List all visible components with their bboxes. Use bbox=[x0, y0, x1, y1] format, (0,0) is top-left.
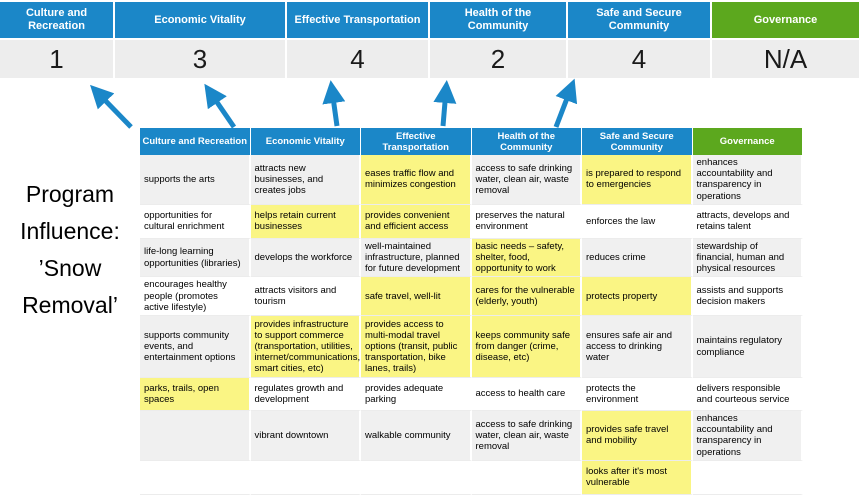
matrix-row bbox=[140, 378, 803, 411]
matrix-cell: provides convenient and efficient access bbox=[361, 205, 472, 239]
matrix-cell: stewardship of financial, human and physical resources bbox=[693, 239, 804, 278]
matrix-cell: opportunities for cultural enrichment bbox=[140, 205, 251, 239]
matrix-header-row bbox=[140, 128, 803, 155]
score-effective-transportation: 4 bbox=[287, 40, 430, 78]
matrix-cell: regulates growth and development bbox=[251, 378, 362, 411]
matrix-cell: encourages healthy people (promotes active lifestyle) bbox=[140, 277, 251, 316]
matrix-cell: attracts visitors and tourism bbox=[251, 277, 362, 316]
score-health-of-the-community: 2 bbox=[430, 40, 568, 78]
matrix-cell: access to safe drinking water, clean air, waste removal bbox=[472, 411, 583, 461]
matrix-cell: enhances accountability and transparency in operations bbox=[693, 411, 804, 461]
matrix-cell: helps retain current businesses bbox=[251, 205, 362, 239]
category-header-health-of-the-community: Health of the Community bbox=[430, 2, 568, 38]
matrix-row bbox=[140, 205, 803, 239]
matrix-column-header: Effective Transportation bbox=[361, 128, 472, 155]
category-header-culture-and-recreation: Culture and Recreation bbox=[0, 2, 115, 38]
matrix-cell: eases traffic flow and minimizes congestion bbox=[361, 155, 472, 205]
matrix-cell: attracts, develops and retains talent bbox=[693, 205, 804, 239]
matrix-cell: develops the workforce bbox=[251, 239, 362, 278]
matrix-column-header: Health of the Community bbox=[472, 128, 583, 155]
matrix-cell: basic needs – safety, shelter, food, opportunity to work bbox=[472, 239, 583, 278]
matrix-cell: protects property bbox=[582, 277, 693, 316]
matrix-row bbox=[140, 155, 803, 205]
matrix-cell: maintains regulatory compliance bbox=[693, 316, 804, 378]
matrix-cell: vibrant downtown bbox=[251, 411, 362, 461]
matrix-cell: keeps community safe from danger (crime, disease, etc) bbox=[472, 316, 583, 378]
category-header-effective-transportation: Effective Transportation bbox=[287, 2, 430, 38]
matrix-row bbox=[140, 411, 803, 461]
page-title: Program Influence: ’Snow Removal’ bbox=[20, 181, 120, 318]
matrix-cell: preserves the natural environment bbox=[472, 205, 583, 239]
matrix-column-header: Culture and Recreation bbox=[140, 128, 251, 155]
matrix-cell: safe travel, well-lit bbox=[361, 277, 472, 316]
matrix-cell: is prepared to respond to emergencies bbox=[582, 155, 693, 205]
matrix-cell: protects the environment bbox=[582, 378, 693, 411]
matrix-cell: life-long learning opportunities (libraries) bbox=[140, 239, 251, 278]
matrix-cell: provides access to multi-modal travel options (transit, public transportation, bike lanes, trails) bbox=[361, 316, 472, 378]
matrix-cell bbox=[472, 461, 583, 495]
score-economic-vitality: 3 bbox=[115, 40, 287, 78]
matrix-column-header: Safe and Secure Community bbox=[582, 128, 693, 155]
matrix-cell: access to health care bbox=[472, 378, 583, 411]
matrix-cell: provides infrastructure to support commerce (transportation, utilities, internet/communications, smart cities, etc) bbox=[251, 316, 362, 378]
matrix-cell bbox=[361, 461, 472, 495]
category-header-safe-and-secure-community: Safe and Secure Community bbox=[568, 2, 712, 38]
matrix-cell: walkable community bbox=[361, 411, 472, 461]
matrix-row bbox=[140, 239, 803, 278]
matrix-cell: assists and supports decision makers bbox=[693, 277, 804, 316]
matrix-cell: cares for the vulnerable (elderly, youth) bbox=[472, 277, 583, 316]
matrix-cell: well-maintained infrastructure, planned for future development bbox=[361, 239, 472, 278]
matrix-cell: looks after it's most vulnerable bbox=[582, 461, 693, 495]
matrix-cell bbox=[693, 461, 804, 495]
matrix-cell: supports community events, and entertainment options bbox=[140, 316, 251, 378]
matrix-row bbox=[140, 316, 803, 378]
matrix-cell bbox=[251, 461, 362, 495]
matrix-cell: attracts new businesses, and creates jobs bbox=[251, 155, 362, 205]
influence-matrix bbox=[140, 128, 803, 495]
score-governance: N/A bbox=[712, 40, 859, 78]
matrix-cell: reduces crime bbox=[582, 239, 693, 278]
matrix-cell bbox=[140, 461, 251, 495]
matrix-column-header: Governance bbox=[693, 128, 804, 155]
matrix-row bbox=[140, 277, 803, 316]
matrix-column-header: Economic Vitality bbox=[251, 128, 362, 155]
matrix-cell: parks, trails, open spaces bbox=[140, 378, 251, 411]
matrix-cell bbox=[140, 411, 251, 461]
score-culture-and-recreation: 1 bbox=[0, 40, 115, 78]
matrix-cell: enforces the law bbox=[582, 205, 693, 239]
matrix-cell: provides safe travel and mobility bbox=[582, 411, 693, 461]
matrix-row bbox=[140, 461, 803, 495]
arrows-up-icon bbox=[0, 80, 859, 130]
matrix-cell: access to safe drinking water, clean air, waste removal bbox=[472, 155, 583, 205]
score-band bbox=[0, 40, 859, 78]
matrix-cell: supports the arts bbox=[140, 155, 251, 205]
matrix-cell: enhances accountability and transparency in operations bbox=[693, 155, 804, 205]
matrix-cell: delivers responsible and courteous service bbox=[693, 378, 804, 411]
category-header-governance: Governance bbox=[712, 2, 859, 38]
category-header-economic-vitality: Economic Vitality bbox=[115, 2, 287, 38]
category-band bbox=[0, 2, 859, 38]
matrix-cell: provides adequate parking bbox=[361, 378, 472, 411]
matrix-cell: ensures safe air and access to drinking water bbox=[582, 316, 693, 378]
score-safe-and-secure-community: 4 bbox=[568, 40, 712, 78]
